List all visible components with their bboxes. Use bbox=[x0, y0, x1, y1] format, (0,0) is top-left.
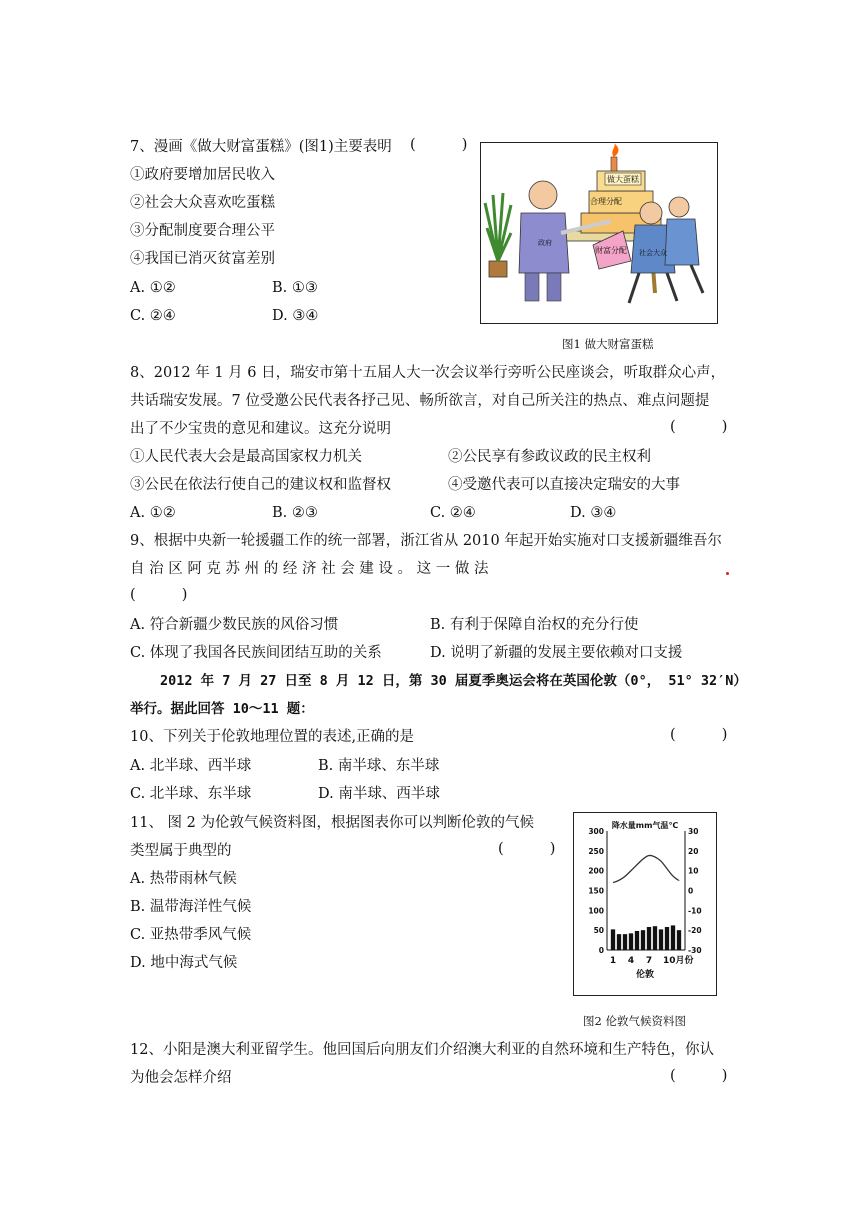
q11-line-1: 11、 图 2 为伦敦气候资料图，根据图表你可以判断伦敦的气候 bbox=[130, 815, 535, 831]
q8-answer-paren: ( ) bbox=[670, 419, 728, 435]
precipitation-bar bbox=[659, 929, 663, 950]
q9-choice-b: B. 有利于保障自治权的充分行使 bbox=[430, 617, 639, 633]
left-tick-label: 0 bbox=[598, 946, 604, 955]
figure1-cartoon bbox=[480, 142, 718, 324]
q10-stem: 10、下列关于伦敦地理位置的表述,正确的是 bbox=[130, 729, 415, 745]
q7-option-2: ②社会大众喜欢吃蛋糕 bbox=[130, 195, 275, 211]
q10-answer-paren: ( ) bbox=[670, 727, 728, 743]
q11-choice-d: D. 地中海式气候 bbox=[130, 955, 238, 971]
q7-option-4: ④我国已消灭贫富差别 bbox=[130, 251, 275, 267]
temperature-line bbox=[613, 855, 679, 882]
government-label: 政府 bbox=[538, 239, 552, 247]
left-tick-label: 100 bbox=[588, 906, 604, 916]
x-tick-label: 10月份 bbox=[663, 956, 694, 966]
q8-choice-a: A. ①② bbox=[130, 505, 176, 521]
precipitation-bar bbox=[611, 929, 615, 950]
q9-choice-d: D. 说明了新疆的发展主要依赖对口支援 bbox=[430, 645, 683, 661]
q11-answer-paren: ( ) bbox=[498, 841, 556, 857]
precipitation-bar bbox=[641, 930, 645, 950]
right-tick-label: 0 bbox=[688, 886, 694, 896]
q11-choice-c: C. 亚热带季风气候 bbox=[130, 927, 252, 943]
q11-line-2: 类型属于典型的 bbox=[130, 843, 232, 859]
intro-line-2: 举行。据此回答 10～11 题： bbox=[130, 701, 314, 717]
right-tick-label: 20 bbox=[688, 846, 699, 856]
precipitation-bar bbox=[671, 925, 675, 950]
chart-title: 降水量mm气温℃ bbox=[611, 821, 679, 830]
q7-stem: 7、漫画《做大财富蛋糕》(图1)主要表明 bbox=[130, 139, 392, 155]
cake-mid-label: 合理分配 bbox=[590, 197, 622, 206]
figure2-caption: 图2 伦敦气候资料图 bbox=[583, 1014, 686, 1028]
q11-choice-a: A. 热带雨林气候 bbox=[130, 871, 237, 887]
q10-choice-c: C. 北半球、东半球 bbox=[130, 786, 252, 802]
red-dot-mark bbox=[726, 572, 729, 575]
q9-answer-paren: ( ) bbox=[130, 587, 188, 603]
figure1-caption: 图1 做大财富蛋糕 bbox=[562, 337, 654, 351]
q7-answer-paren: ( ) bbox=[410, 137, 468, 153]
x-tick-label: 4 bbox=[627, 956, 635, 966]
cake-cartoon-illustration bbox=[481, 143, 717, 323]
q8-line-2: 共话瑞安发展。7 位受邀公民代表各抒己见、畅所欲言，对自己所关注的热点、难点问题提 bbox=[130, 393, 710, 409]
q8-line-1: 8、2012 年 1 月 6 日，瑞安市第十五届人大一次会议举行旁听公民座谈会，听取群众心声， bbox=[130, 365, 726, 381]
precipitation-bar bbox=[623, 934, 627, 950]
q12-answer-paren: ( ) bbox=[670, 1068, 728, 1084]
right-tick-label: 10 bbox=[688, 866, 699, 876]
x-tick-label: 1 bbox=[609, 956, 617, 966]
q7-choice-c: C. ②④ bbox=[130, 308, 176, 324]
right-tick-label: -10 bbox=[688, 906, 702, 916]
q8-option-3: ③公民在依法行使自己的建议权和监督权 bbox=[130, 477, 391, 493]
left-tick-label: 300 bbox=[588, 827, 604, 836]
q9-choice-c: C. 体现了我国各民族间团结互助的关系 bbox=[130, 645, 382, 661]
left-tick-label: 200 bbox=[588, 866, 604, 876]
left-tick-label: 50 bbox=[593, 926, 604, 936]
q7-option-3: ③分配制度要合理公平 bbox=[130, 223, 275, 239]
q8-line-3: 出了不少宝贵的意见和建议。这充分说明 bbox=[130, 421, 391, 437]
q10-choice-d: D. 南半球、西半球 bbox=[318, 786, 440, 802]
precipitation-bar bbox=[647, 927, 651, 950]
precipitation-bar bbox=[617, 934, 621, 950]
q12-line-1: 12、小阳是澳大利亚留学生。他回国后向朋友们介绍澳大利亚的自然环境和生产特色，你认 bbox=[130, 1042, 714, 1058]
precipitation-bar bbox=[677, 930, 681, 950]
right-tick-label: 30 bbox=[688, 827, 699, 836]
q7-choice-b: B. ①③ bbox=[272, 280, 318, 296]
q12-line-2: 为他会怎样介绍 bbox=[130, 1070, 232, 1086]
q8-choice-b: B. ②③ bbox=[272, 505, 318, 521]
chart-place-label: 伦敦 bbox=[635, 970, 655, 980]
q8-option-2: ②公民享有参政议政的民主权利 bbox=[448, 449, 651, 465]
potted-plant-icon bbox=[485, 193, 511, 277]
right-tick-label: -20 bbox=[688, 926, 702, 936]
q10-choice-a: A. 北半球、西半球 bbox=[130, 758, 252, 774]
precipitation-bar bbox=[635, 931, 639, 950]
q8-option-1: ①人民代表大会是最高国家权力机关 bbox=[130, 449, 362, 465]
q9-line-1: 9、根据中央新一轮援疆工作的统一部署，浙江省从 2010 年起开始实施对口支援新疆维吾尔 bbox=[130, 533, 722, 549]
q10-choice-b: B. 南半球、东半球 bbox=[318, 758, 440, 774]
x-tick-label: 7 bbox=[645, 956, 653, 966]
q7-choice-d: D. ③④ bbox=[272, 308, 319, 324]
q11-choice-b: B. 温带海洋性气候 bbox=[130, 899, 252, 915]
right-tick-label: -30 bbox=[688, 946, 702, 955]
q7-option-1: ①政府要增加居民收入 bbox=[130, 167, 275, 183]
climate-chart-svg bbox=[574, 813, 716, 995]
precipitation-bar bbox=[665, 927, 669, 950]
precipitation-bar bbox=[629, 933, 633, 950]
precipitation-bar bbox=[653, 926, 657, 950]
q8-choice-d: D. ③④ bbox=[570, 505, 617, 521]
intro-line-1: 2012 年 7 月 27 日至 8 月 12 日，第 30 届夏季奥运会将在英国伦敦（0°， 51° 32′N） bbox=[160, 673, 747, 689]
q8-option-4: ④受邀代表可以直接决定瑞安的大事 bbox=[448, 477, 680, 493]
q9-line-2: 自 治 区 阿 克 苏 州 的 经 济 社 会 建 设 。 这 一 做 法 bbox=[130, 561, 489, 577]
left-tick-label: 150 bbox=[588, 886, 604, 896]
figure2-climate-chart bbox=[573, 812, 717, 996]
public-label: 社会大众 bbox=[639, 249, 667, 257]
q7-choice-a: A. ①② bbox=[130, 280, 176, 296]
q8-choice-c: C. ②④ bbox=[430, 505, 476, 521]
sign-label: 财富分配 bbox=[595, 246, 627, 255]
left-tick-label: 250 bbox=[588, 846, 604, 856]
q9-choice-a: A. 符合新疆少数民族的风俗习惯 bbox=[130, 617, 339, 633]
cake-top-label: 做大蛋糕 bbox=[607, 175, 639, 184]
